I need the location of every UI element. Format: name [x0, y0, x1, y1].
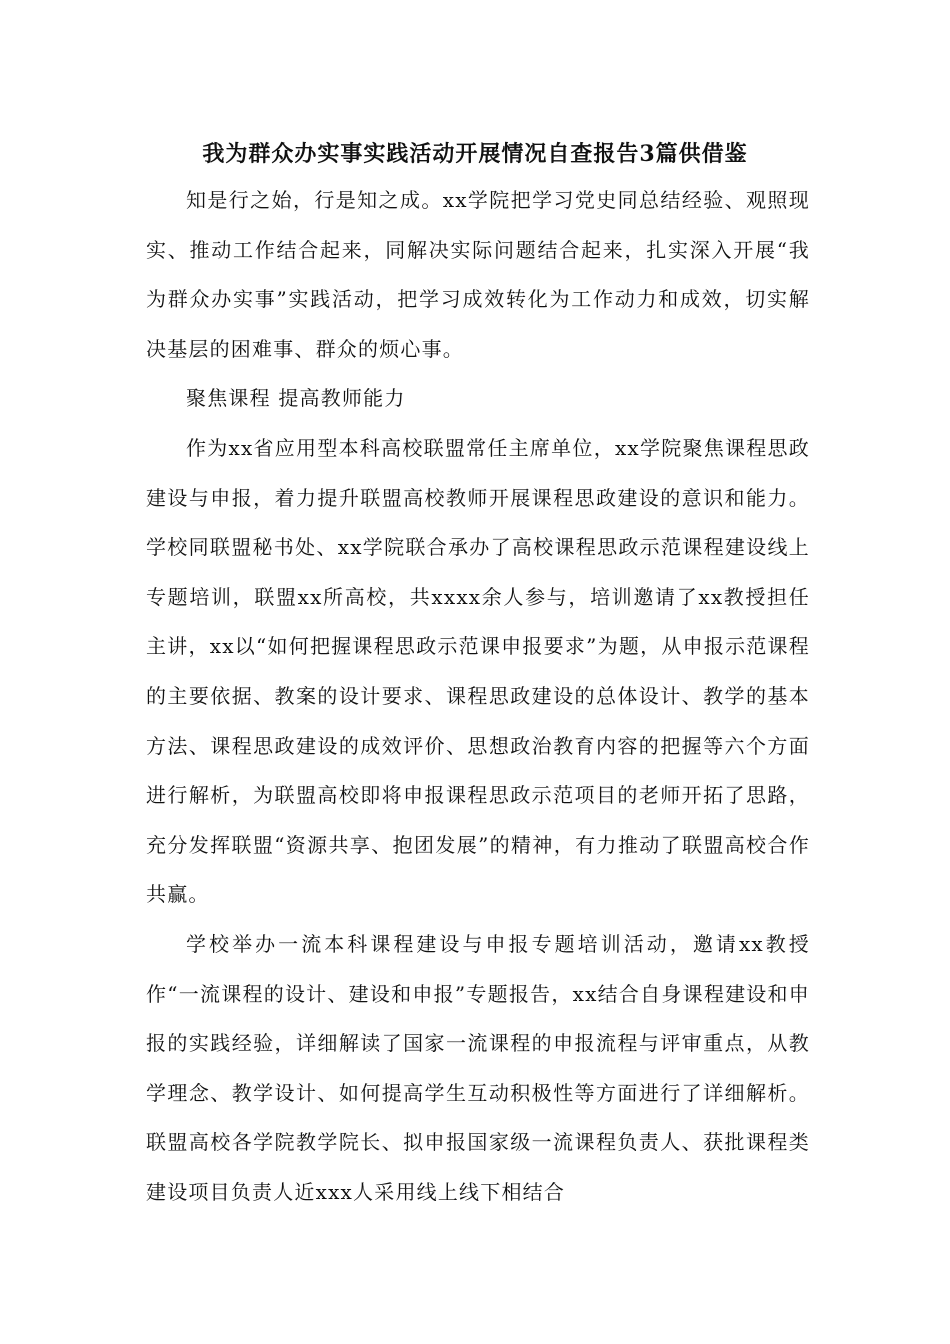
document-body — [146, 176, 810, 1217]
paragraph-first-class-course: 学校举办一流本科课程建设与申报专题培训活动，邀请xx教授作“一流课程的设计、建设和申报”专题报告，xx结合自身课程建设和申报的实践经验，详细解读了国家一流课程的申报流程与评审重点，从教学理念、教学设计、如何提高学生互动积极性等方面进行了详细解析。联盟高校各学院教学院长、拟申报国家级一流课程负责人、获批课程类建设项目负责人近xxx人采用线上线下相结合 — [146, 931, 810, 1204]
paragraph-course-ideology: 作为xx省应用型本科高校联盟常任主席单位，xx学院聚焦课程思政建设与申报，着力提升联盟高校教师开展课程思政建设的意识和能力。学校同联盟秘书处、xx学院联合承办了高校课程思政示范课程建设线上专题培训，联盟xx所高校，共xxxx余人参与，培训邀请了xx教授担任主讲，xx以“如何把握课程思政示范课申报要求”为题，从申报示范课程的主要依据、教案的设计要求、课程思政建设的总体设计、教学的基本方法、课程思政建设的成效评价、思想政治教育内容的把握等六个方面进行解析，为联盟高校即将申报课程思政示范项目的老师开拓了思路，充分发挥联盟“资源共享、抱团发展”的精神，有力推动了联盟高校合作共赢。 — [146, 435, 810, 907]
section-heading: 聚焦课程 提高教师能力 — [186, 386, 406, 411]
paragraph-intro: 知是行之始，行是知之成。xx学院把学习党史同总结经验、观照现实、推动工作结合起来，同解决实际问题结合起来，扎实深入开展“我为群众办实事”实践活动，把学习成效转化为工作动力和成效，切实解决基层的困难事、群众的烦心事。 — [146, 188, 810, 361]
document-title: 我为群众办实事实践活动开展情况自查报告3篇供借鉴 — [202, 141, 748, 167]
